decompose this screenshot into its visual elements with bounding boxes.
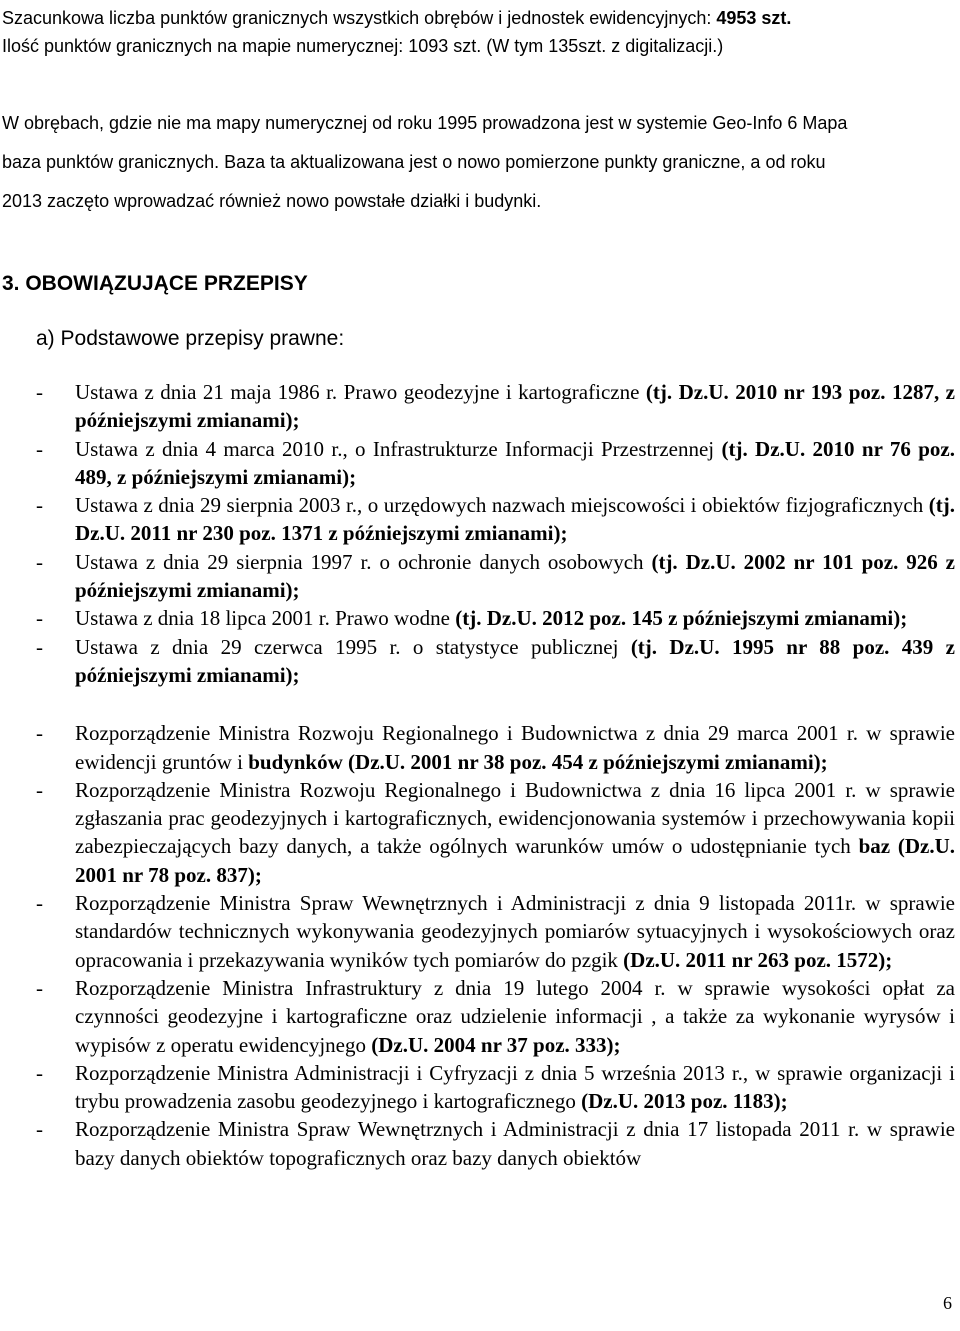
list-item	[0, 1059, 955, 1116]
list-item-text	[75, 435, 955, 492]
list-bullet: -	[36, 721, 43, 746]
list-bullet: -	[36, 606, 43, 631]
list-item-text	[75, 889, 955, 974]
regulation-citation: (tj. Dz.U. 2010 nr 76 poz. 489, z późniejszymi zmianami);	[75, 436, 955, 489]
list-item-text	[75, 776, 955, 889]
list-bullet: -	[36, 1060, 43, 1085]
list-item	[0, 974, 955, 1059]
list-item-text	[75, 974, 955, 1059]
regulation-title: Ustawa z dnia 4 marca 2010 r., o Infrastrukturze Informacji Przestrzennej	[75, 436, 722, 461]
regulation-title: Rozporządzenie Ministra Infrastruktury z dnia 19 lutego 2004 r. w sprawie wysokości opłat za czynności geodezyjne i kartograficzne oraz udzielenie informacji , a także za wykonanie wyrysów i wypisów z operatu ewidencyjnego	[75, 975, 955, 1057]
section-heading: 3. OBOWIĄZUJĄCE PRZEPISY	[2, 272, 308, 295]
regulation-citation: (tj. Dz.U. 2010 nr 193 poz. 1287, z późniejszymi zmianami);	[75, 380, 956, 433]
list-item-text	[75, 491, 955, 548]
regulation-citation: (tj. Dz.U. 2002 nr 101 poz. 926 z późniejszymi zmianami);	[75, 549, 955, 603]
paragraph-line-1: W obrębach, gdzie nie ma mapy numerycznej od roku 1995 prowadzona jest w systemie Geo-Info 6 Mapa	[2, 113, 848, 133]
paragraph-line-3: 2013 zaczęto wprowadzać również nowo powstałe działki i budynki.	[2, 191, 542, 211]
list-bullet: -	[36, 380, 43, 404]
regulation-title: Rozporządzenie Ministra Spraw Wewnętrznych i Administracji z dnia 17 listopada 2011 r. w sprawie bazy danych obiektów topograficznych oraz bazy danych obiektów	[75, 1117, 955, 1170]
list-item	[0, 548, 955, 605]
list-item	[0, 1115, 955, 1172]
regulation-citation: (tj. Dz.U. 2012 poz. 145 z późniejszymi zmianami);	[455, 606, 908, 631]
regulations-list	[0, 378, 955, 1172]
paragraph-line-2: baza punktów granicznych. Baza ta aktualizowana jest o nowo pomierzone punkty graniczne, a od roku	[2, 152, 826, 172]
list-bullet: -	[36, 436, 43, 461]
list-bullet: -	[36, 634, 43, 659]
regulation-title: Ustawa z dnia 29 sierpnia 1997 r. o ochronie danych osobowych	[75, 549, 652, 574]
regulation-title: Ustawa z dnia 21 maja 1986 r. Prawo geodezyjne i kartograficzne	[75, 380, 646, 404]
list-bullet: -	[36, 1117, 43, 1142]
regulation-citation: budynków (Dz.U. 2001 nr 38 poz. 454 z późniejszymi zmianami);	[248, 749, 828, 774]
regulation-title: Rozporządzenie Ministra Administracji i Cyfryzacji z dnia 5 września 2013 r., w sprawie organizacji i trybu prowadzenia zasobu geodezyjnego i kartograficznego	[75, 1060, 955, 1114]
list-bullet: -	[36, 493, 43, 518]
regulation-title: Rozporządzenie Ministra Rozwoju Regionalnego i Budownictwa z dnia 29 marca 2001 r. w sprawie ewidencji gruntów i	[75, 721, 955, 774]
regulation-title: Ustawa z dnia 18 lipca 2001 r. Prawo wodne	[75, 606, 456, 631]
list-item	[0, 633, 955, 690]
list-item	[0, 378, 955, 435]
list-item-text	[75, 1059, 955, 1116]
summary-line-2: Ilość punktów granicznych na mapie numerycznej: 1093 szt. (W tym 135szt. z digitalizacji.)	[2, 36, 724, 56]
summary-count: 4953 szt.	[716, 8, 792, 28]
regulation-citation: (tj. Dz.U. 1995 nr 88 poz. 439 z późniejszymi zmianami);	[75, 634, 955, 687]
list-item	[0, 719, 955, 776]
list-item-text	[75, 719, 955, 776]
list-item	[0, 491, 955, 548]
regulation-title: Rozporządzenie Ministra Spraw Wewnętrznych i Administracji z dnia 9 listopada 2011r. w sprawie standardów technicznych wykonywania geodezyjnych pomiarów sytuacyjnych i wysokościowych oraz opracowania i przekazywania wyników tych pomiarów do pzgik	[75, 891, 955, 972]
list-item-text	[75, 633, 955, 690]
list-item-text	[75, 548, 955, 605]
section-subheading: a) Podstawowe przepisy prawne:	[36, 327, 345, 350]
list-item-text	[75, 1115, 955, 1172]
list-bullet: -	[36, 777, 43, 802]
list-item	[0, 604, 955, 632]
summary-text: Szacunkowa liczba punktów granicznych wszystkich obrębów i jednostek ewidencyjnych:	[2, 8, 717, 28]
regulation-citation: (Dz.U. 2013 poz. 1183);	[581, 1089, 788, 1114]
list-item	[0, 435, 955, 492]
list-item	[0, 889, 955, 974]
regulation-title: Ustawa z dnia 29 czerwca 1995 r. o statystyce publicznej	[75, 634, 631, 659]
list-bullet: -	[36, 549, 43, 574]
list-bullet: -	[36, 891, 43, 916]
list-gap	[0, 689, 955, 719]
page-number: 6	[943, 1293, 952, 1313]
list-item	[0, 776, 955, 889]
regulation-citation: (tj. Dz.U. 2011 nr 230 poz. 1371 z późniejszymi zmianami);	[75, 493, 955, 546]
list-item-text	[75, 378, 955, 435]
list-item-text	[75, 604, 955, 632]
regulation-title: Rozporządzenie Ministra Rozwoju Regionalnego i Budownictwa z dnia 16 lipca 2001 r. w sprawie zgłaszania prac geodezyjnych i kartograficznych, ewidencjonowania systemów i przechowywania kopii zabezpieczających bazy danych, a także ogólnych warunków umów o udostępnianie tych	[75, 777, 955, 859]
regulation-citation: baz (Dz.U. 2001 nr 78 poz. 837);	[75, 834, 955, 887]
list-bullet: -	[36, 975, 43, 1000]
summary-line-1	[2, 8, 791, 29]
regulation-citation: (Dz.U. 2004 nr 37 poz. 333);	[371, 1032, 621, 1057]
regulation-citation: (Dz.U. 2011 nr 263 poz. 1572);	[623, 947, 893, 972]
regulation-title: Ustawa z dnia 29 sierpnia 2003 r., o urzędowych nazwach miejscowości i obiektów fizjograficznych	[75, 493, 929, 518]
